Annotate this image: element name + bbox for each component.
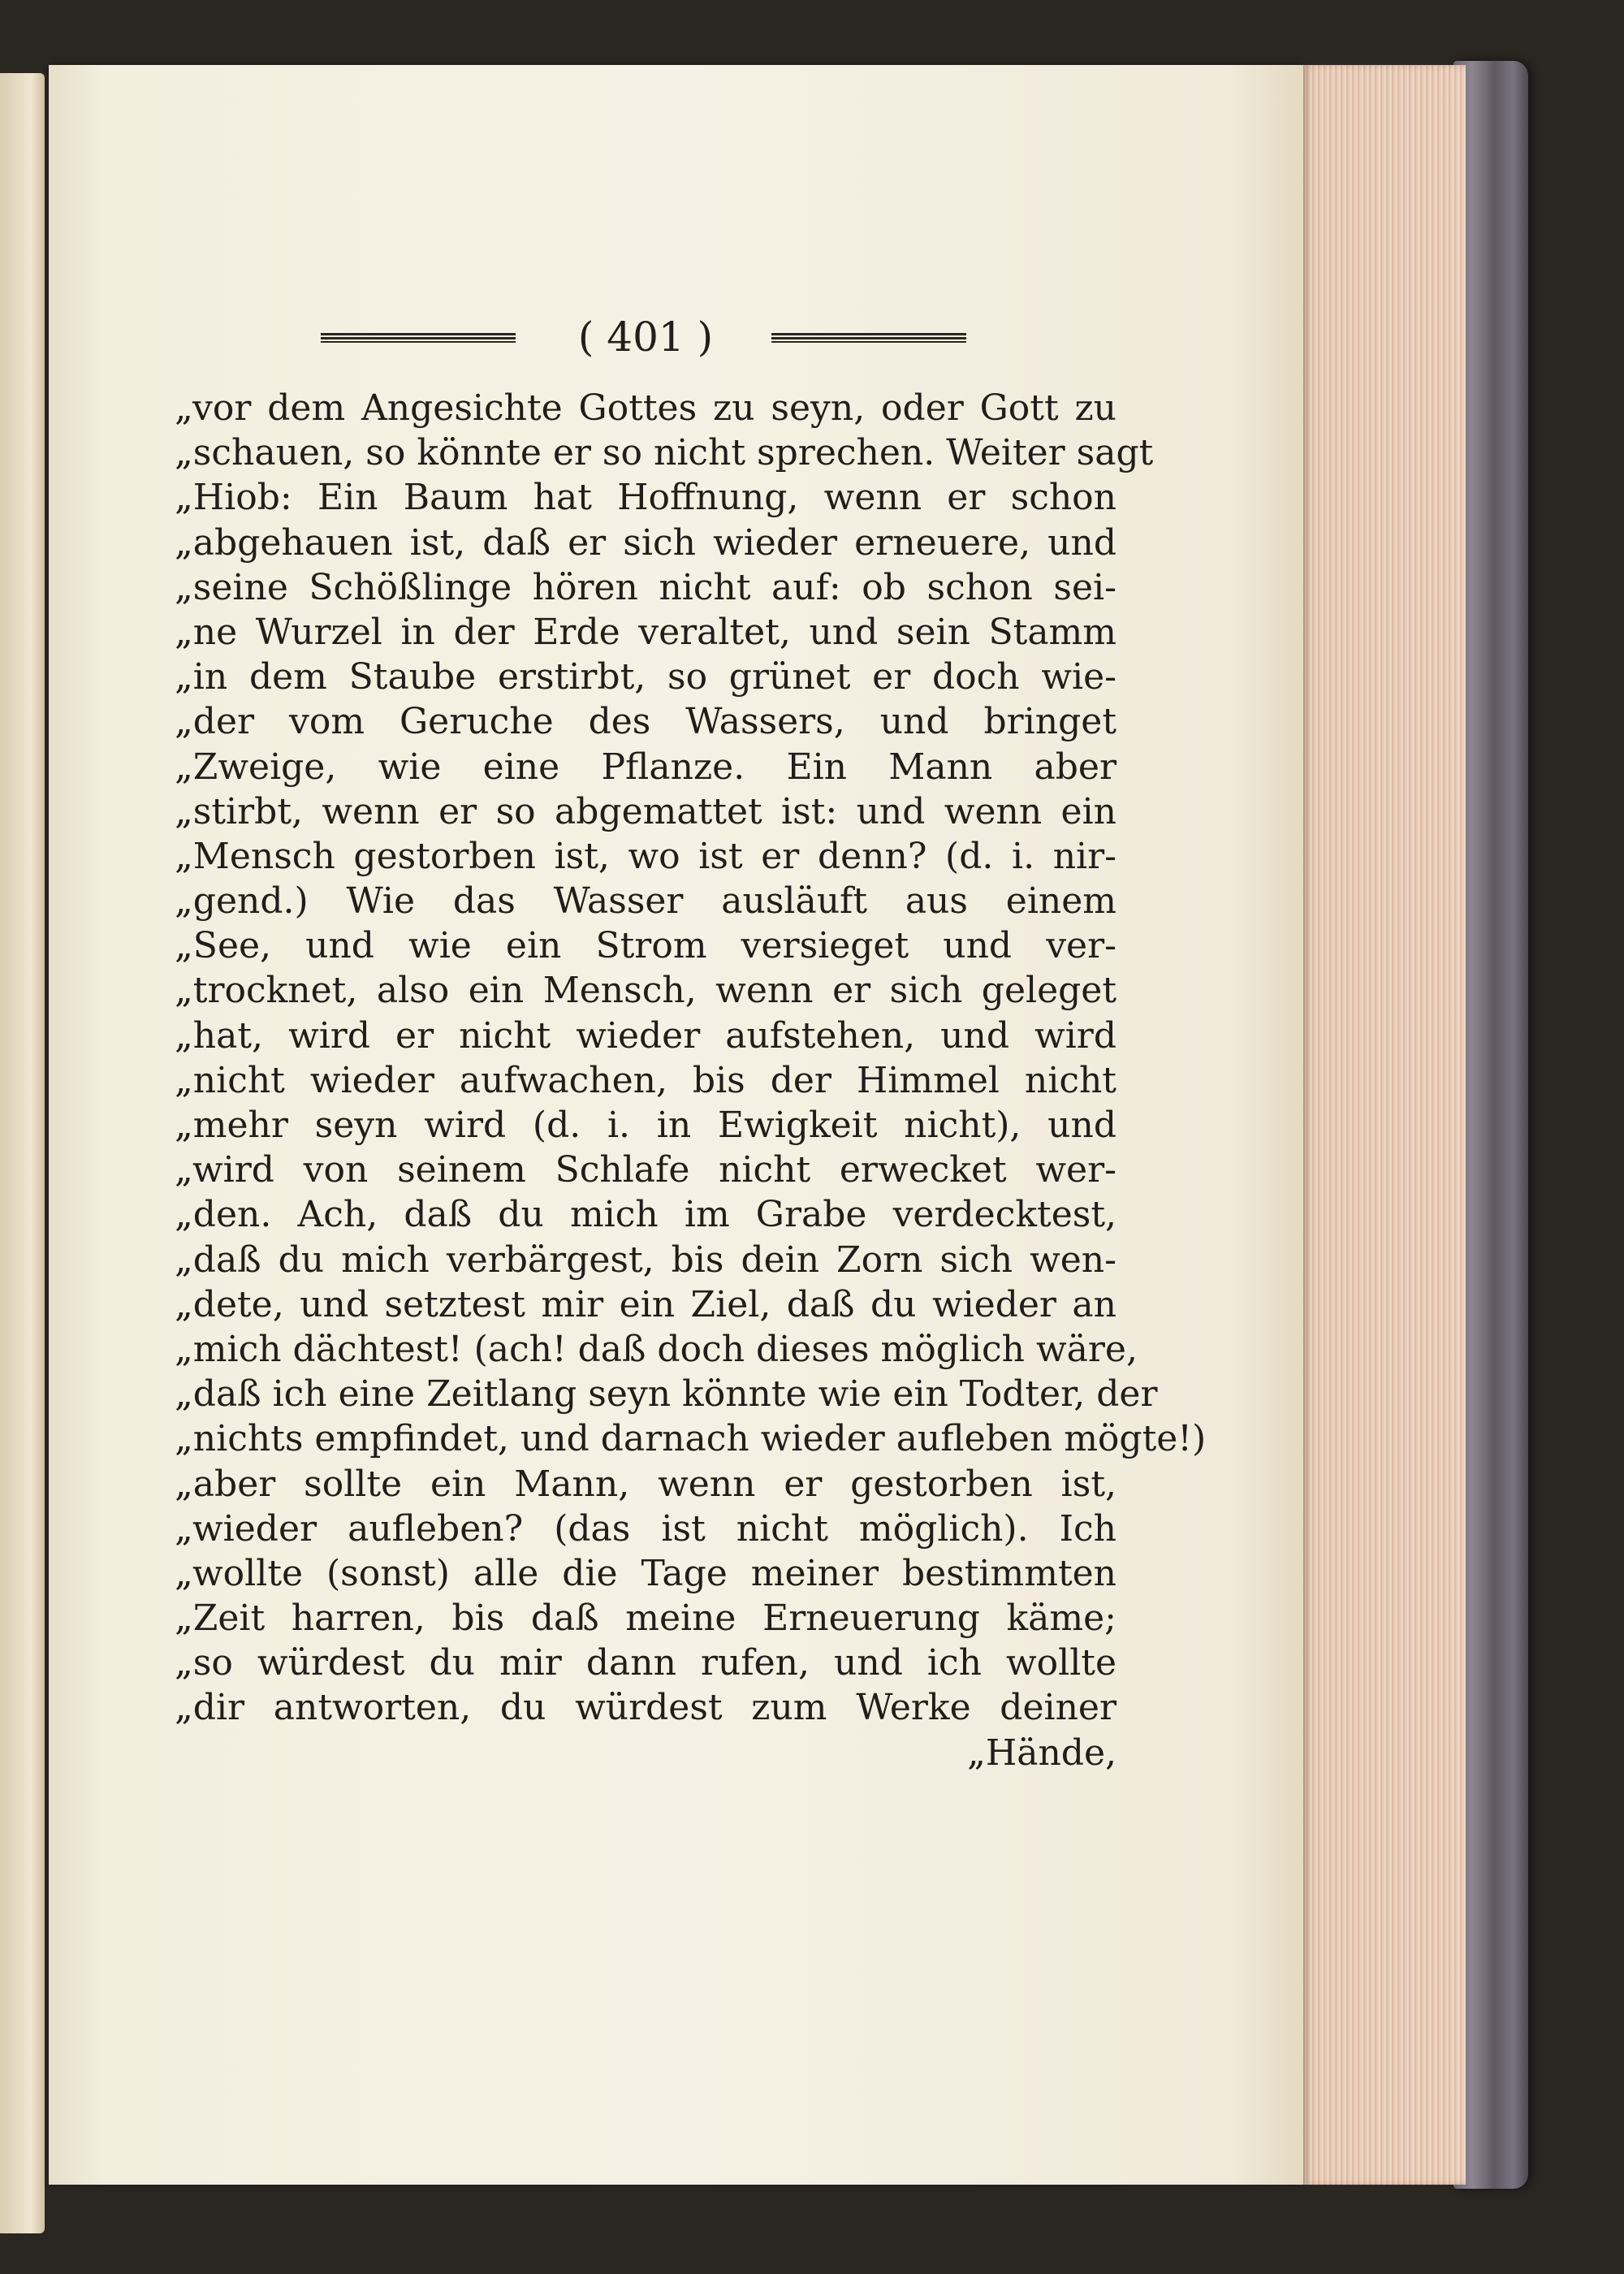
text-line: „See, und wie ein Strom versieget und ver- — [175, 925, 1116, 967]
header-rule-left — [321, 333, 516, 343]
text-line: „nichts empfindet, und darnach wieder aufleben mögte!) — [175, 1418, 1207, 1460]
text-line: „in dem Staube erstirbt, so grünet er doch wie- — [175, 656, 1116, 698]
page-fore-edge — [1303, 65, 1466, 2185]
text-line: „mich dächtest! (ach! daß doch dieses möglich wäre, — [175, 1328, 1138, 1370]
text-line: „aber sollte ein Mann, wenn er gestorben ist, — [175, 1463, 1116, 1505]
catchword: „Hände, — [967, 1731, 1116, 1774]
text-line: „den. Ach, daß du mich im Grabe verdecktest, — [175, 1194, 1116, 1236]
text-line: „hat, wird er nicht wieder aufstehen, und wird — [175, 1014, 1116, 1057]
text-line: „schauen, so könnte er so nicht sprechen. Weiter sagt — [175, 432, 1154, 474]
text-line: „daß ich eine Zeitlang seyn könnte wie ein Todter, der — [175, 1373, 1158, 1416]
text-line: „daß du mich verbärgest, bis dein Zorn sich wen- — [175, 1239, 1116, 1281]
text-line: „dir antworten, du würdest zum Werke deiner — [175, 1687, 1116, 1729]
text-line: „wird von seinem Schlafe nicht erwecket wer- — [175, 1149, 1116, 1191]
page-number: ( 401 ) — [577, 313, 714, 361]
text-line: „nicht wieder aufwachen, bis der Himmel nicht — [175, 1059, 1116, 1101]
text-line: „stirbt, wenn er so abgemattet ist: und wenn ein — [175, 790, 1116, 832]
text-line: „vor dem Angesichte Gottes zu seyn, oder Gott zu — [175, 387, 1116, 429]
text-line: „gend.) Wie das Wasser ausläuft aus einem — [175, 880, 1116, 923]
facing-page-edge — [0, 73, 45, 2233]
text-line: „mehr seyn wird (d. i. in Ewigkeit nicht), und — [175, 1105, 1116, 1146]
body-text — [175, 386, 1207, 1775]
text-line: „Hiob: Ein Baum hat Hoffnung, wenn er schon — [175, 477, 1116, 519]
text-line: „wieder aufleben? (das ist nicht möglich). Ich — [175, 1507, 1116, 1550]
text-line: „Zeit harren, bis daß meine Erneuerung käme; — [175, 1597, 1116, 1640]
text-line: „Zweige, wie eine Pflanze. Ein Mann aber — [175, 746, 1116, 788]
text-line: „Mensch gestorben ist, wo ist er denn? (d. i. nir- — [175, 835, 1116, 877]
page-header — [321, 309, 970, 365]
header-rule-right — [771, 333, 966, 343]
text-line: „wollte (sonst) alle die Tage meiner bestimmten — [175, 1552, 1116, 1594]
text-line: „seine Schößlinge hören nicht auf: ob schon sei- — [175, 566, 1116, 608]
text-line: „der vom Geruche des Wassers, und bringet — [175, 701, 1116, 743]
text-line: „trocknet, also ein Mensch, wenn er sich geleget — [175, 970, 1116, 1012]
book-page — [49, 65, 1303, 2185]
text-line: „abgehauen ist, daß er sich wieder erneuere, und — [175, 521, 1116, 564]
text-line: „dete, und setztest mir ein Ziel, daß du wieder an — [175, 1283, 1116, 1325]
text-line: „ne Wurzel in der Erde veraltet, und sein Stamm — [175, 611, 1116, 653]
text-line: „so würdest du mir dann rufen, und ich wollte — [175, 1642, 1116, 1684]
